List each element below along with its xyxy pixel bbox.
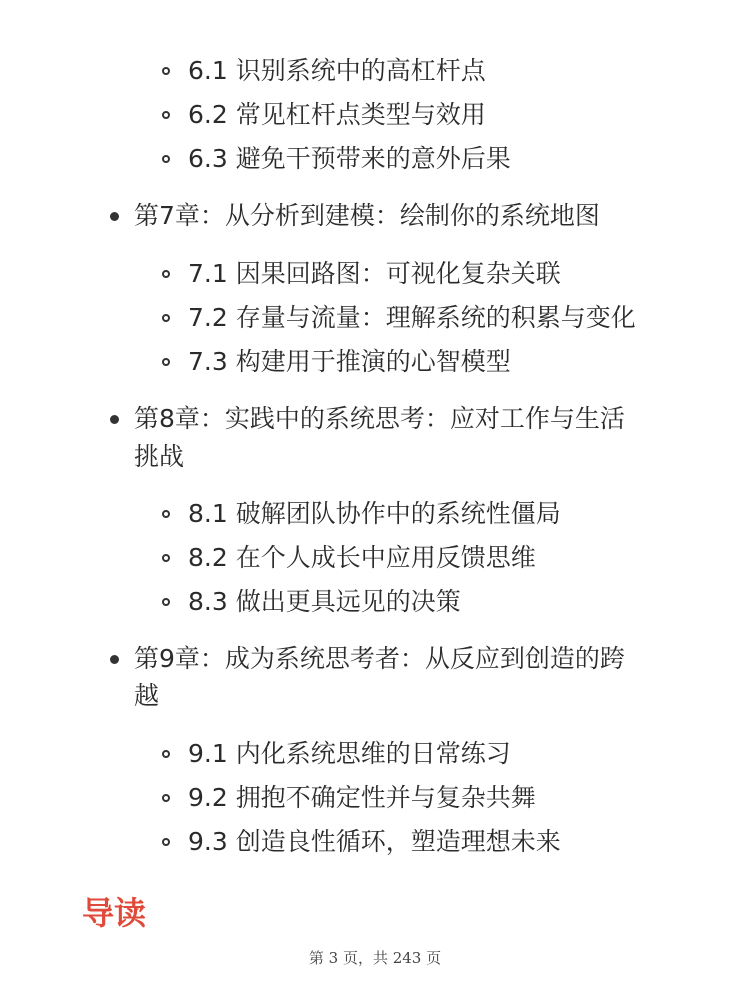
hollow-bullet-icon (162, 314, 170, 322)
toc-item-9-2[interactable]: 9.2 拥抱不确定性并与复杂共舞 (188, 783, 536, 812)
toc-item-6-2[interactable]: 6.2 常见杠杆点类型与效用 (188, 100, 486, 129)
hollow-bullet-icon (162, 270, 170, 278)
hollow-bullet-icon (162, 155, 170, 163)
hollow-bullet-icon (162, 794, 170, 802)
toc-item-8-3[interactable]: 8.3 做出更具远见的决策 (188, 587, 461, 616)
hollow-bullet-icon (162, 358, 170, 366)
page-number-footer: 第 3 页，共 243 页 (308, 949, 442, 967)
solid-bullet-icon (110, 212, 119, 221)
hollow-bullet-icon (162, 554, 170, 562)
toc-item-7-1[interactable]: 7.1 因果回路图：可视化复杂关联 (188, 259, 561, 288)
toc-item-7-3[interactable]: 7.3 构建用于推演的心智模型 (188, 347, 511, 376)
toc-item-6-3[interactable]: 6.3 避免干预带来的意外后果 (188, 144, 511, 173)
toc-item-9-1[interactable]: 9.1 内化系统思维的日常练习 (188, 739, 511, 768)
hollow-bullet-icon (162, 510, 170, 518)
toc-item-8-1[interactable]: 8.1 破解团队协作中的系统性僵局 (188, 499, 561, 528)
toc-chapter-8-continuation[interactable]: 挑战 (134, 442, 185, 471)
toc-chapter-9-continuation[interactable]: 越 (134, 681, 160, 710)
solid-bullet-icon (110, 655, 119, 664)
toc-chapter-9[interactable]: 第9章：成为系统思考者：从反应到创造的跨 (134, 644, 625, 673)
toc-item-8-2[interactable]: 8.2 在个人成长中应用反馈思维 (188, 543, 536, 572)
toc-chapter-7[interactable]: 第7章：从分析到建模：绘制你的系统地图 (134, 201, 600, 230)
toc-item-7-2[interactable]: 7.2 存量与流量：理解系统的积累与变化 (188, 303, 636, 332)
solid-bullet-icon (110, 415, 119, 424)
toc-chapter-8[interactable]: 第8章：实践中的系统思考：应对工作与生活 (134, 404, 625, 433)
hollow-bullet-icon (162, 67, 170, 75)
hollow-bullet-icon (162, 111, 170, 119)
hollow-bullet-icon (162, 750, 170, 758)
toc-item-6-1[interactable]: 6.1 识别系统中的高杠杆点 (188, 56, 486, 85)
section-heading: 导读 (82, 894, 147, 932)
toc-item-9-3[interactable]: 9.3 创造良性循环，塑造理想未来 (188, 827, 561, 856)
hollow-bullet-icon (162, 598, 170, 606)
hollow-bullet-icon (162, 838, 170, 846)
